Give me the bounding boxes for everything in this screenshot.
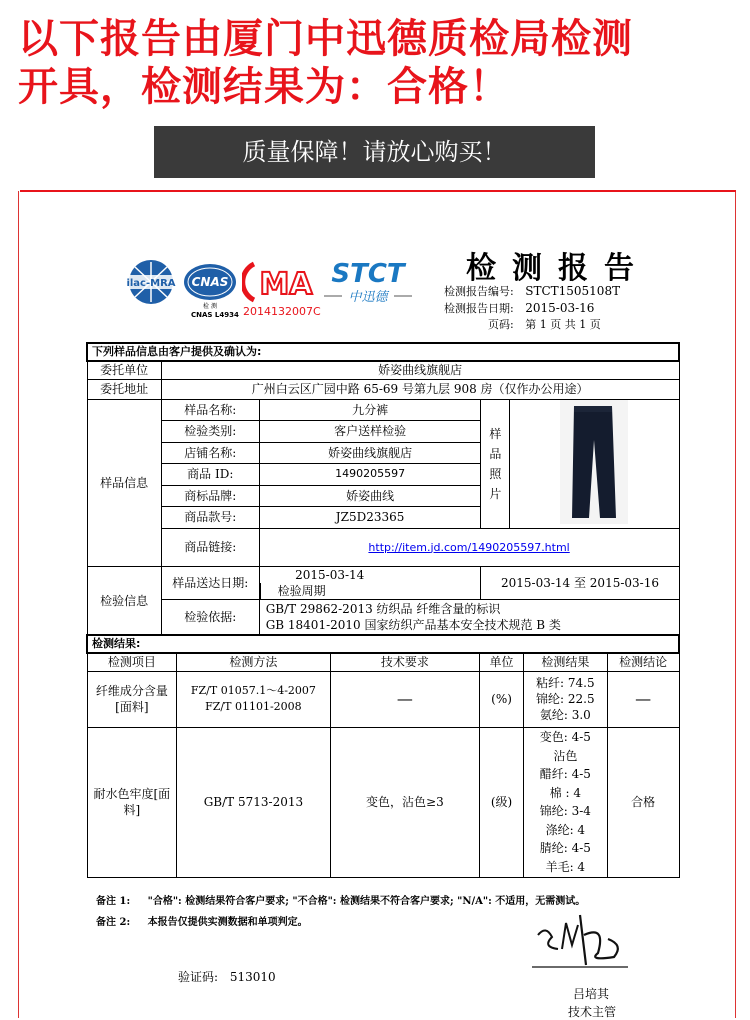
basis-line: GB 18401-2010 国家纺织产品基本安全技术规范 B 类 xyxy=(265,618,561,632)
sent-date-cell xyxy=(259,566,481,599)
field-label: 商品 ID: xyxy=(161,464,259,486)
field-value: 娇姿曲线旗舰店 xyxy=(259,442,481,464)
cnas-sub-text: 检 测 xyxy=(203,303,217,310)
result-conclusion: 合格 xyxy=(607,727,679,877)
period-label: 检验周期 xyxy=(260,583,343,599)
result-item: 耐水色牢度[面料] xyxy=(87,727,177,877)
result-line: 粘纤: 74.5 xyxy=(536,676,595,690)
method-line: FZ/T 01101-2008 xyxy=(205,700,302,713)
product-link[interactable]: http://item.jd.com/1490205597.html xyxy=(368,540,570,554)
result-line: 醋纤: 4-5 xyxy=(539,767,591,781)
field-value: JZ5D23365 xyxy=(259,507,481,529)
sent-date: 2015-03-14 xyxy=(295,567,365,582)
inspect-label: 检验信息 xyxy=(87,566,161,635)
result-values xyxy=(523,671,607,727)
sent-date-label: 样品送达日期: xyxy=(161,566,259,599)
client-value: 娇姿曲线旗舰店 xyxy=(161,361,679,379)
report-page-label: 页码: xyxy=(488,318,514,331)
cnas-code: CNAS L4934 xyxy=(191,311,239,319)
stct-sub-text: 中迅德 xyxy=(348,290,388,305)
col-header: 检测结论 xyxy=(607,653,679,671)
headline-line1: 以下报告由厦门中迅德质检局检测 xyxy=(18,16,633,62)
link-label: 商品链接: xyxy=(161,528,259,566)
method-line: FZ/T 01057.1～4-2007 xyxy=(190,684,316,697)
results-section-title: 检测结果: xyxy=(87,635,679,653)
divider xyxy=(20,190,736,192)
address-value: 广州白云区广园中路 65-69 号第九层 908 房（仅作办公用途） xyxy=(161,379,679,399)
verify-code: 513010 xyxy=(229,970,276,984)
result-method xyxy=(177,671,331,727)
result-unit: (%) xyxy=(480,671,524,727)
basis-values xyxy=(259,599,679,635)
report-page-row xyxy=(488,316,601,332)
sample-photo-cell xyxy=(510,399,679,528)
signer-name: 吕培其 xyxy=(573,987,610,1001)
result-requirement: — xyxy=(330,671,479,727)
sample-label: 样品信息 xyxy=(87,399,161,566)
note-2-label: 备注 2: xyxy=(96,917,131,928)
report-page: 第 1 页 共 1 页 xyxy=(525,318,601,331)
verify-label: 验证码: xyxy=(178,970,219,984)
method-line: GB/T 5713-2013 xyxy=(203,795,304,809)
client-label: 委托单位 xyxy=(87,361,161,379)
result-line: 锦纶: 3-4 xyxy=(539,804,591,818)
note-1-text: "合格": 检测结果符合客户要求; "不合格": 检测结果不符合客户要求; "N/A": 不适用，无需测试。 xyxy=(147,896,586,907)
basis-label: 检验依据: xyxy=(161,599,259,635)
field-label: 检验类别: xyxy=(161,421,259,443)
info-section-title: 下列样品信息由客户提供及确认为: xyxy=(87,343,679,361)
result-line: 腈纶: 4-5 xyxy=(539,841,591,855)
result-unit: (级) xyxy=(480,727,524,877)
ilac-logo-text: ilac-MRA xyxy=(126,278,176,289)
result-line: 锦纶: 22.5 xyxy=(536,692,595,706)
result-line: 变色: 4-5 xyxy=(539,730,591,744)
signer-title: 技术主管 xyxy=(568,1005,617,1019)
note-2-text: 本报告仅提供实测数据和单项判定。 xyxy=(147,917,308,928)
field-value: 客户送样检验 xyxy=(259,421,481,443)
col-header: 技术要求 xyxy=(330,653,479,671)
note-1-label: 备注 1: xyxy=(96,896,131,907)
result-requirement: 变色，沾色≥3 xyxy=(330,727,479,877)
result-line: 氨纶: 3.0 xyxy=(539,708,591,722)
period-value: 2015-03-14 至 2015-03-16 xyxy=(481,566,679,599)
note-2 xyxy=(96,913,308,928)
quality-banner: 质量保障！请放心购买！ xyxy=(154,126,595,178)
col-header: 检测结果 xyxy=(523,653,607,671)
result-line: 羊毛: 4 xyxy=(545,859,586,874)
report-date-label: 检测报告日期: xyxy=(444,302,514,315)
result-conclusion: — xyxy=(607,671,679,727)
stct-logo-text: STCT xyxy=(331,259,405,289)
result-line: 棉 : 4 xyxy=(549,785,581,800)
verify-row xyxy=(178,968,276,985)
field-value: 九分裤 xyxy=(259,399,481,421)
results-table xyxy=(86,634,680,878)
cma-logo-text: MA xyxy=(259,267,313,302)
field-value: 娇姿曲线 xyxy=(259,485,481,507)
field-label: 样品名称: xyxy=(161,399,259,421)
stct-logo xyxy=(318,258,418,310)
table-row xyxy=(87,671,679,727)
result-values xyxy=(523,727,607,877)
col-header: 单位 xyxy=(480,653,524,671)
address-label: 委托地址 xyxy=(87,379,161,399)
sample-photo xyxy=(560,400,628,524)
field-label: 店铺名称: xyxy=(161,442,259,464)
field-label: 商标品牌: xyxy=(161,485,259,507)
report-number-label: 检测报告编号: xyxy=(444,285,514,298)
cnas-logo-text: CNAS xyxy=(191,275,229,289)
result-line: 沾色 xyxy=(553,748,578,763)
col-header: 检测项目 xyxy=(87,653,177,671)
basis-line: GB/T 29862-2013 纺织品 纤维含量的标识 xyxy=(265,602,501,616)
cma-number: 2014132007C xyxy=(243,305,321,318)
result-line: 涤纶: 4 xyxy=(545,822,586,837)
report-date: 2015-03-16 xyxy=(525,301,595,315)
signature-image xyxy=(528,905,638,980)
field-value: 1490205597 xyxy=(259,464,481,486)
note-1 xyxy=(96,892,585,907)
col-header: 检测方法 xyxy=(177,653,331,671)
photo-label: 样品照片 xyxy=(481,399,510,528)
result-method xyxy=(177,727,331,877)
headline-line2: 开具，检测结果为：合格！ xyxy=(18,64,510,110)
report-date-row xyxy=(444,300,594,316)
sample-info-table xyxy=(86,342,680,636)
field-label: 商品款号: xyxy=(161,507,259,529)
report-title: 检测报告 xyxy=(466,251,650,286)
result-item: 纤维成分含量[面料] xyxy=(87,671,177,727)
ilac-mra-logo xyxy=(122,257,180,307)
report-number: STCT1505108T xyxy=(525,284,621,298)
table-row xyxy=(87,727,679,877)
report-number-row xyxy=(444,283,620,299)
